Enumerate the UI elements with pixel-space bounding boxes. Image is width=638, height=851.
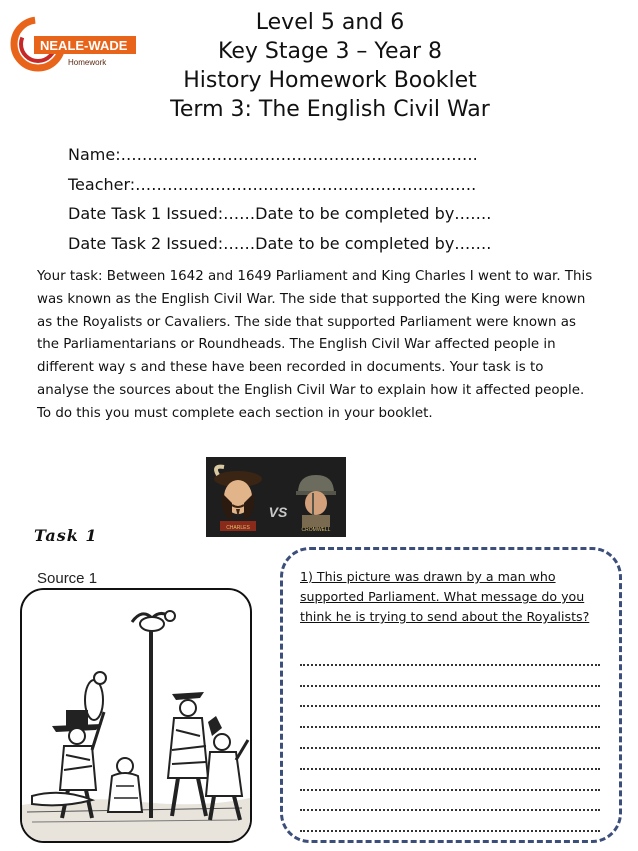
source1-woodcut-image	[20, 588, 252, 843]
answer-line[interactable]	[300, 645, 600, 666]
vs-label: VS	[268, 504, 288, 520]
answer-lines[interactable]	[300, 645, 600, 832]
task2-dates-field[interactable]: Date Task 2 Issued:……Date to be completed by…….	[68, 233, 492, 253]
question-1-text: 1) This picture was drawn by a man who supported Parliament. What message do you think he is trying to send about the Royalists?	[300, 569, 590, 624]
answer-line[interactable]	[300, 791, 600, 812]
answer-line[interactable]	[300, 770, 600, 791]
cromwell-caption: CROMWELL	[301, 527, 331, 533]
answer-line[interactable]	[300, 811, 600, 832]
answer-line[interactable]	[300, 728, 600, 749]
title-key-stage: Key Stage 3 – Year 8	[218, 39, 442, 64]
task1-dates-field[interactable]: Date Task 1 Issued:……Date to be completed by…….	[68, 204, 492, 223]
title-booklet: History Homework Booklet	[183, 68, 477, 93]
student-details	[68, 140, 588, 258]
answer-line[interactable]	[300, 687, 600, 708]
answer-line[interactable]	[300, 666, 600, 687]
logo-sub-text: Homework	[68, 58, 107, 67]
teacher-field[interactable]: Teacher:……………………………………………………….	[68, 174, 477, 194]
answer-line[interactable]	[300, 707, 600, 728]
task1-heading: Task 1	[34, 526, 98, 545]
title-term: Term 3: The English Civil War	[170, 97, 490, 122]
name-field[interactable]: Name:………………………………………………………….	[68, 145, 478, 164]
task-introduction: Your task: Between 1642 and 1649 Parliament and King Charles I went to war. This was known as the English Civil War. The side that supported the King were known as the Royalists or Cavaliers. The side that supported Parliament were known as the Parliamentarians or Roundheads. The English Civil War affected people in different way s and these have been recorded in documents. Your task is to analyse the sources about the English Civil War to explain how it affected people. To do this you must complete each section in your booklet.	[37, 269, 593, 421]
source1-label: Source 1	[37, 570, 98, 587]
title-level: Level 5 and 6	[255, 10, 405, 35]
booklet-title	[110, 8, 550, 124]
logo-name-text: NEALE-WADE	[40, 38, 128, 53]
charles-caption: CHARLES	[226, 525, 250, 531]
answer-line[interactable]	[300, 749, 600, 770]
charles-vs-cromwell-image	[206, 457, 346, 537]
